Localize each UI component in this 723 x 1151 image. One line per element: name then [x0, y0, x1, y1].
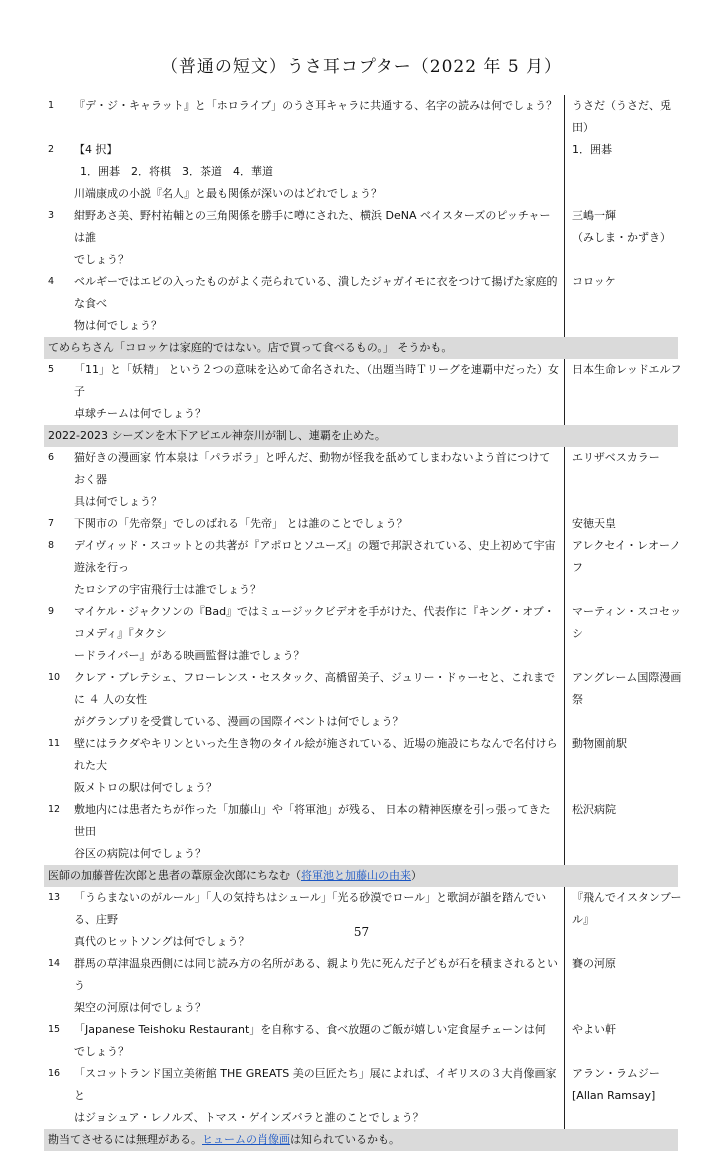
answer-line: 三嶋一輝: [572, 209, 616, 222]
question-line: 群馬の草津温泉西側には同じ読み方の名所がある、親より先に死んだ子どもが石を積まされるという: [74, 957, 558, 992]
question-row: [44, 139, 678, 161]
answer-cell: [564, 513, 682, 535]
question-line: 1．囲碁 2．将棋 3．茶道 4．華道: [80, 165, 273, 178]
note-link[interactable]: 将軍池と加藤山の由来: [301, 869, 411, 882]
question-text: [74, 887, 564, 953]
question-text: [74, 161, 564, 183]
question-line: でしょう？: [74, 1045, 129, 1058]
answer-line: 賽の河原: [572, 957, 616, 970]
question-line: でしょう？: [74, 253, 129, 266]
question-row: [44, 1019, 678, 1063]
answer-cell: [564, 447, 682, 513]
question-row: [44, 183, 678, 205]
question-row: [44, 161, 678, 183]
question-line: ベルギーではエビの入ったものがよく売られている、潰したジャガイモに衣をつけて揚げた家庭的な食べ: [74, 275, 558, 310]
question-line: たロシアの宇宙飛行士は誰でしょう？: [74, 583, 261, 596]
question-text: [74, 183, 564, 205]
question-line: 阪メトロの駅は何でしょう？: [74, 781, 217, 794]
question-text: [74, 1063, 564, 1129]
answer-cell: [564, 161, 682, 183]
question-line: 壁にはラクダやキリンといった生き物のタイル絵が施されている、近場の施設にちなんで名付けられた大: [74, 737, 558, 772]
page-title: （普通の短文）うさ耳コプター（2022 年 5 月）: [160, 57, 563, 77]
question-number: 5: [48, 364, 55, 375]
question-number: [44, 183, 74, 205]
question-number: 6: [48, 452, 55, 463]
question-row: [44, 1063, 678, 1129]
answer-line: うさだ（うさだ、兎田）: [572, 99, 671, 134]
note-row: [44, 865, 678, 887]
note-text: 医師の加藤普佐次郎と患者の葦原金次郎にちなむ（: [48, 869, 301, 882]
answer-cell: [564, 667, 682, 733]
question-table: [44, 95, 682, 1151]
answer-cell: [564, 271, 682, 337]
question-text: [74, 205, 564, 271]
question-row: [44, 95, 678, 139]
answer-line: ル』: [572, 913, 594, 926]
note-link[interactable]: ヒュームの肖像画: [202, 1133, 290, 1146]
question-number: 8: [48, 540, 55, 551]
question-row: [44, 447, 678, 513]
question-row: [44, 953, 678, 1019]
question-number: 11: [48, 738, 61, 749]
question-row: [44, 887, 682, 953]
question-number: 16: [48, 1068, 61, 1079]
question-text: [74, 799, 564, 865]
question-text: [74, 601, 564, 667]
question-text: [74, 447, 564, 513]
question-text: [74, 359, 564, 425]
answer-cell: [564, 733, 682, 799]
question-number: 14: [48, 958, 61, 969]
question-line: 「スコットランド国立美術館 THE GREATS 美の巨匠たち」展によれば、イギリスの３大肖像画家と: [74, 1067, 557, 1102]
note-text: ）: [411, 869, 422, 882]
question-line: 架空の河原は何でしょう？: [74, 1001, 206, 1014]
answer-line: [Allan Ramsay]: [572, 1089, 656, 1102]
question-line: 物は何でしょう？: [74, 319, 162, 332]
question-row: [44, 513, 678, 535]
answer-cell: [564, 139, 682, 161]
question-row: [44, 733, 678, 799]
answer-cell: [564, 359, 682, 425]
question-text: [74, 953, 564, 1019]
question-line: 「うらまないのがルール」「人の気持ちはシュール」「光る砂漠でロール」と歌詞が韻を踏んでいる、庄野: [74, 891, 547, 926]
question-line: クレア・ブレテシェ、フローレンス・セスタック、高橋留美子、ジュリー・ドゥーセと、これまでに ４ 人の女性: [74, 671, 556, 706]
question-row: [44, 359, 682, 425]
question-row: [44, 667, 682, 733]
question-line: デイヴィッド・スコットとの共著が『アポロとソユーズ』の題で邦訳されている、史上初めて宇宙遊泳を行っ: [74, 539, 556, 574]
note-row: [44, 337, 678, 359]
answer-line: 松沢病院: [572, 803, 616, 816]
answer-line: アレクセイ・レオーノフ: [572, 539, 681, 574]
question-line: 具は何でしょう？: [74, 495, 162, 508]
question-number: 4: [48, 276, 55, 287]
answer-cell: [564, 1019, 682, 1063]
question-line: ードライバー』がある映画監督は誰でしょう？: [74, 649, 305, 662]
question-line: 卓球チームは何でしょう？: [74, 407, 206, 420]
answer-cell: [564, 183, 682, 205]
answer-line: マーティン・スコセッシ: [572, 605, 682, 640]
question-number: 15: [48, 1024, 61, 1035]
question-line: 「11」と「妖精」 という２つの意味を込めて命名された、（出題当時Ｔリーグを連覇中だった）女子: [74, 363, 559, 398]
question-number: [44, 161, 74, 183]
answer-line: コロッケ: [572, 275, 616, 288]
answer-line: 安徳天皇: [572, 517, 616, 530]
answer-line: 日本生命レッドエルフ: [572, 363, 682, 376]
note-row: [44, 1129, 678, 1151]
answer-cell: [564, 535, 682, 601]
question-line: 紺野あさ美、野村祐輔との三角関係を勝手に噂にされた、横浜 DeNA ベイスターズのピッチャーは誰: [74, 209, 551, 244]
answer-cell: [564, 887, 682, 953]
question-text: [74, 535, 564, 601]
question-text: [74, 667, 564, 733]
question-line: 真代のヒットソングは何でしょう？: [74, 935, 250, 948]
question-row: [44, 601, 682, 667]
question-number: 10: [48, 672, 61, 683]
question-number: 13: [48, 892, 61, 903]
note-row: [44, 425, 678, 447]
answer-line: 動物園前駅: [572, 737, 627, 750]
question-text: [74, 513, 564, 535]
question-row: [44, 205, 678, 271]
question-number: 7: [48, 518, 55, 529]
question-line: 谷区の病院は何でしょう？: [74, 847, 206, 860]
question-text: [74, 139, 564, 161]
question-line: 敷地内には患者たちが作った「加藤山」や「将軍池」が残る、 日本の精神医療を引っ張ってきた世田: [74, 803, 551, 838]
answer-line: アングレーム国際漫画: [572, 671, 682, 684]
answer-line: やよい軒: [572, 1023, 616, 1036]
answer-cell: [564, 799, 682, 865]
answer-line: アラン・ラムジー: [572, 1067, 660, 1080]
question-number: 3: [48, 210, 55, 221]
question-row: [44, 799, 678, 865]
answer-cell: [564, 205, 682, 271]
answer-cell: [564, 601, 682, 667]
question-row: [44, 535, 681, 601]
question-text: [74, 271, 564, 337]
question-text: [74, 95, 564, 139]
answer-cell: [564, 1063, 682, 1129]
question-line: はジョシュア・レノルズ、トマス・ゲインズバラと誰のことでしょう？: [74, 1111, 424, 1124]
answer-cell: [564, 953, 682, 1019]
answer-line: （みしま・かずき）: [572, 231, 671, 244]
answer-line: 祭: [572, 693, 583, 706]
question-number: 9: [48, 606, 55, 617]
question-line: マイケル・ジャクソンの『Bad』ではミュージックビデオを手がけた、代表作に『キング・オブ・コメディ』『タクシ: [74, 605, 555, 640]
question-number: 12: [48, 804, 61, 815]
note-text: は知られているかも。: [290, 1133, 400, 1146]
question-line: 川端康成の小説『名人』と最も関係が深いのはどれでしょう？: [74, 187, 382, 200]
question-text: [74, 733, 564, 799]
question-line: 【4 択】: [74, 143, 118, 156]
question-line: 『デ・ジ・キャラット』と「ホロライブ」のうさ耳キャラに共通する、名字の読みは何でしょう？: [74, 99, 558, 112]
question-number: 1: [48, 100, 55, 111]
note-text: 2022-2023 シーズンを木下アビエル神奈川が制し、連覇を止めた。: [48, 429, 386, 442]
answer-line: 『飛んでイスタンブー: [572, 891, 682, 904]
note-text: てめらちさん「コロッケは家庭的ではない。店で買って食べるもの。」 そうかも。: [48, 341, 453, 354]
question-line: 「Japanese Teishoku Restaurant」を自称する、食べ放題のご飯が嬉しい定食屋チェーンは何: [74, 1023, 546, 1036]
note-text: 勘当てさせるには無理がある。: [48, 1133, 202, 1146]
question-text: [74, 1019, 564, 1063]
page-number: 57: [353, 925, 370, 939]
question-number: 2: [48, 144, 55, 155]
answer-line: 1．囲碁: [572, 143, 612, 156]
answer-cell: [564, 95, 682, 139]
question-line: 猫好きの漫画家 竹本泉は「パラボラ」と呼んだ、動物が怪我を舐めてしまわないよう首につけておく器: [74, 451, 551, 486]
answer-line: エリザベスカラー: [572, 451, 660, 464]
question-line: 下関市の「先帝祭」でしのばれる「先帝」 とは誰のことでしょう？: [74, 517, 408, 530]
question-line: がグランプリを受賞している、漫画の国際イベントは何でしょう？: [74, 715, 404, 728]
question-row: [44, 271, 678, 337]
